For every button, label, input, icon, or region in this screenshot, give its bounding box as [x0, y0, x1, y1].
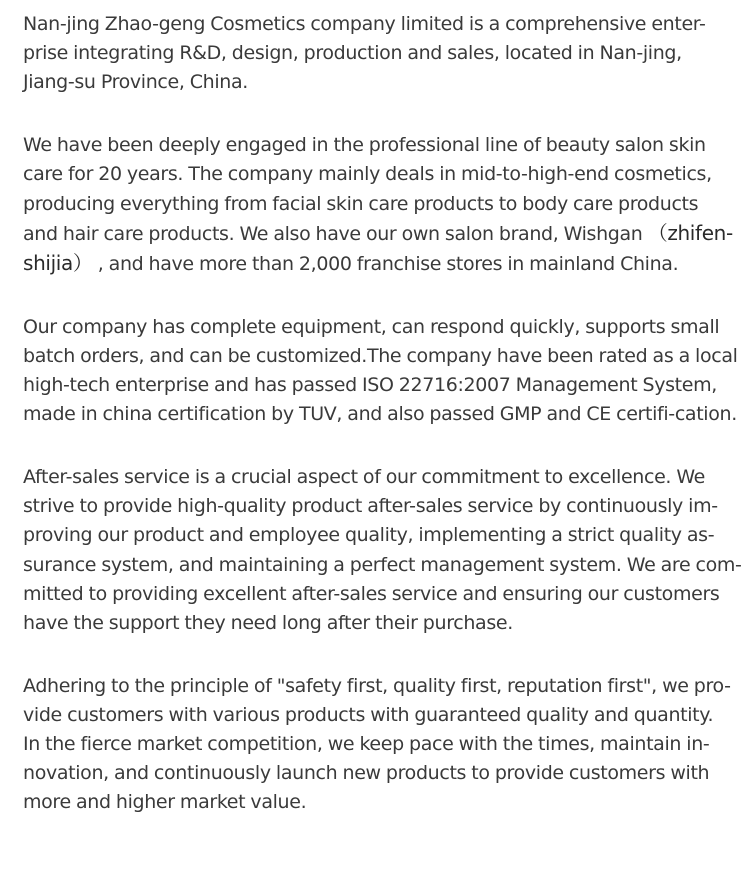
paragraph-business-history	[23, 131, 733, 279]
text-line: mitted to providing excellent after-sales service and ensuring our customers	[23, 582, 720, 605]
brand-name-chinese: shijia）	[23, 250, 93, 275]
text-line: care for 20 years. The company mainly deals in mid-to-high-end cosmetics,	[23, 163, 712, 186]
text-line: Our company has complete equipment, can respond quickly, supports small	[23, 315, 720, 338]
text-line: In the fierce market competition, we keep pace with the times, maintain in-	[23, 733, 710, 756]
text-line: high-tech enterprise and has passed ISO 22716:2007 Management System,	[23, 374, 717, 397]
paragraph-after-sales	[23, 463, 742, 638]
text-segment: and hair care products. We also have our own salon brand, Wishgan	[23, 222, 648, 245]
brand-name-chinese: （zhifen-	[647, 220, 733, 245]
text-line: prise integrating R&D, design, production and sales, located in Nan-jing,	[23, 42, 682, 65]
text-line: have the support they need long after their purchase.	[23, 611, 513, 634]
text-line	[23, 249, 733, 279]
text-line: vide customers with various products with guaranteed quality and quantity.	[23, 703, 714, 726]
paragraph-equipment-certification	[23, 313, 738, 430]
text-line: surance system, and maintaining a perfect management system. We are com-	[23, 553, 742, 576]
text-line: Adhering to the principle of "safety first, quality first, reputation first", we pro-	[23, 674, 731, 697]
text-line: strive to provide high-quality product after-sales service by continuously im-	[23, 495, 718, 518]
text-line: Jiang-su Province, China.	[23, 71, 248, 94]
paragraph-principles	[23, 672, 733, 818]
text-line: producing everything from facial skin care products to body care products	[23, 192, 699, 215]
text-line: novation, and continuously launch new products to provide customers with	[23, 762, 710, 785]
text-segment: , and have more than 2,000 franchise stores in mainland China.	[92, 252, 679, 275]
text-line: batch orders, and can be customized.The company have been rated as a local	[23, 344, 738, 367]
text-line: proving our product and employee quality, implementing a strict quality as-	[23, 524, 715, 547]
text-line: We have been deeply engaged in the professional line of beauty salon skin	[23, 134, 706, 157]
text-line: made in china certification by TUV, and also passed GMP and CE certifi-cation.	[23, 403, 737, 426]
paragraph-company-intro	[23, 10, 733, 98]
text-line: After-sales service is a crucial aspect of our commitment to excellence. We	[23, 465, 705, 488]
text-line: more and higher market value.	[23, 791, 307, 814]
text-line	[23, 219, 733, 249]
text-line: Nan-jing Zhao-geng Cosmetics company limited is a comprehensive enter-	[23, 13, 706, 35]
document-body	[23, 10, 742, 851]
